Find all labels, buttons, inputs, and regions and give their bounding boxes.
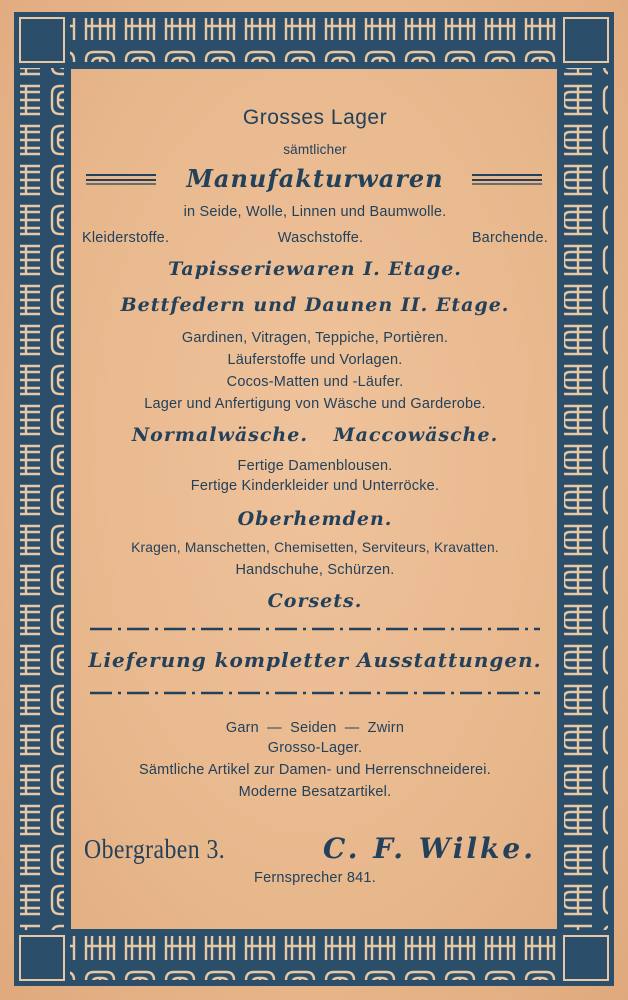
dash-separator: — [267, 720, 282, 736]
ready-made-item: Fertige Damenblousen. [237, 458, 393, 474]
fabric-item: Waschstoffe. [277, 230, 364, 246]
dash-separator: — [344, 720, 360, 736]
shirts-heading: Oberhemden. [237, 508, 393, 530]
fabric-item: Barchende. [471, 230, 548, 246]
footer-row [76, 832, 554, 865]
home-item: Gardinen, Vitragen, Teppiche, Portièren. [181, 330, 449, 346]
home-item: Läuferstoffe und Vorlagen. [227, 352, 403, 368]
maccowaesche-label: Maccowäsche. [333, 424, 499, 446]
shirts-items-2: Handschuhe, Schürzen. [235, 562, 395, 578]
dash-dot-rule-top [90, 624, 540, 634]
yarn-line [76, 720, 554, 736]
fabric-item: Kleiderstoffe. [82, 230, 170, 246]
ad-content [76, 96, 554, 896]
ready-made-item: Fertige Kinderkleider und Unterröcke. [190, 478, 440, 494]
trim-line: Moderne Besatzartikel. [238, 784, 392, 800]
fabrics-row [76, 230, 554, 246]
phone-line: Fernsprecher 841. [254, 870, 376, 886]
yarn-garn: Garn [225, 720, 259, 736]
yarn-zwirn: Zwirn [367, 720, 405, 736]
linen-heading [76, 424, 554, 446]
home-item: Cocos-Matten und -Läufer. [226, 374, 404, 390]
delivery-heading: Lieferung kompletter Ausstattungen. [88, 648, 542, 672]
materials-line: in Seide, Wolle, Linnen und Baumwolle. [183, 204, 447, 220]
address: Obergraben 3. [84, 834, 226, 864]
tailor-line: Sämtliche Artikel zur Damen- und Herrenschneiderei. [139, 762, 491, 778]
home-item: Lager und Anfertigung von Wäsche und Garderobe. [144, 396, 486, 412]
intro-subline: sämtlicher [283, 142, 347, 157]
grosso-line: Grosso-Lager. [267, 740, 363, 756]
shirts-items: Kragen, Manschetten, Chemisetten, Serviteurs, Kravatten. [131, 540, 499, 555]
title-rule-right [472, 172, 542, 186]
intro-line: Grosses Lager [242, 106, 388, 129]
dash-dot-rule-bottom [90, 688, 540, 698]
tapisserie-heading: Tapisseriewaren I. Etage. [168, 258, 462, 280]
corsets-heading: Corsets. [267, 590, 363, 612]
normalwaesche-label: Normalwäsche. [131, 424, 308, 446]
yarn-seiden: Seiden [290, 720, 337, 736]
bettfedern-heading: Bettfedern und Daunen II. Etage. [120, 294, 510, 316]
main-title: Manufakturwaren [186, 164, 444, 193]
firm-name: C. F. Wilke. [322, 832, 536, 865]
